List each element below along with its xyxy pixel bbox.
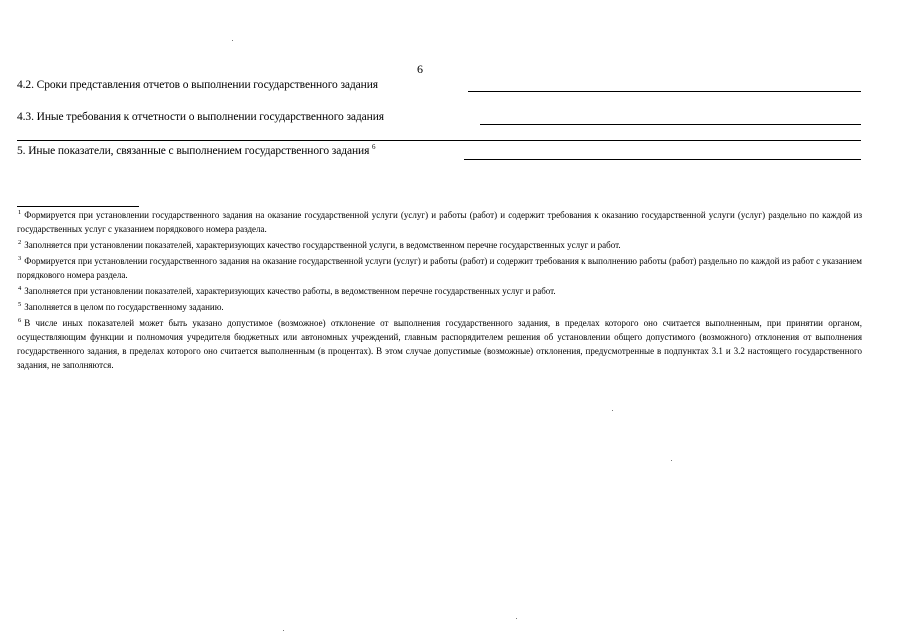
footnote-1 [17,208,862,236]
scan-speck [283,630,284,631]
footnote-2 [17,238,862,252]
footnote-text: Формируется при установлении государственного задания на оказание государственной услуги (услуг) и работы (работ) и содержит требования к выполнению работы (работ) раздельно по каждой из работ с указанием порядкового номера раздела. [17,256,862,280]
footnotes [17,208,862,374]
field-line-4-3[interactable] [480,124,861,125]
footnote-text: Формируется при установлении государственного задания на оказание государственной услуги (услуг) и работы (работ) и содержит требования к оказанию государственной услуги (услуг) раздельно по каждой из государственных услуг с указанием порядкового номера раздела. [17,210,862,234]
field-label-text: 5. Иные показатели, связанные с выполнением государственного задания [17,145,370,157]
scan-speck [612,410,613,411]
footnote-text: Заполняется при установлении показателей, характеризующих качество государственной услуги, в ведомственном перечне государственных услуг и работ. [24,240,621,250]
field-line-4-3-continued[interactable] [17,140,861,141]
footnote-5 [17,300,862,314]
page-number: 6 [417,62,423,76]
footnote-mark: 5 [18,301,22,308]
field-label-text: 4.3. Иные требования к отчетности о выполнении государственного задания [17,111,384,123]
field-label-5 [17,145,375,157]
footnote-mark: 4 [18,285,22,292]
field-line-5[interactable] [464,159,861,160]
footnote-text: В числе иных показателей может быть указано допустимое (возможное) отклонение от выполнения государственного задания, в пределах которого оно считается выполненным, при принятии органом, осуществляющим функции и полномочия учредителя бюджетных или автономных учреждений, главным распорядителем решения об установлении общего допустимого (возможного) отклонения от выполнения государственного задания, в пределах которого оно считается выполненным (в процентах). В этом случае допустимые (возможные) отклонения, предусмотренные в подпунктах 3.1 и 3.2 настоящего государственного задания, не заполняются. [17,318,862,370]
field-line-4-2[interactable] [468,91,861,92]
footnote-ref-6[interactable]: 6 [372,143,376,152]
scan-speck [232,40,233,41]
field-label-4-3 [17,111,384,123]
scan-speck [516,618,517,619]
footnote-mark: 2 [18,239,22,246]
footnote-mark: 6 [18,317,22,324]
footnote-6 [17,316,862,372]
footnote-separator [17,206,139,207]
footnote-mark: 3 [18,255,22,262]
footnote-4 [17,284,862,298]
footnote-mark: 1 [18,209,22,216]
footnote-text: Заполняется в целом по государственному заданию. [24,302,224,312]
field-label-text: 4.2. Сроки представления отчетов о выполнении государственного задания [17,79,378,91]
scan-speck [671,460,672,461]
footnote-3 [17,254,862,282]
field-label-4-2 [17,79,378,91]
footnote-text: Заполняется при установлении показателей, характеризующих качество работы, в ведомственном перечне государственных услуг и работ. [24,286,556,296]
